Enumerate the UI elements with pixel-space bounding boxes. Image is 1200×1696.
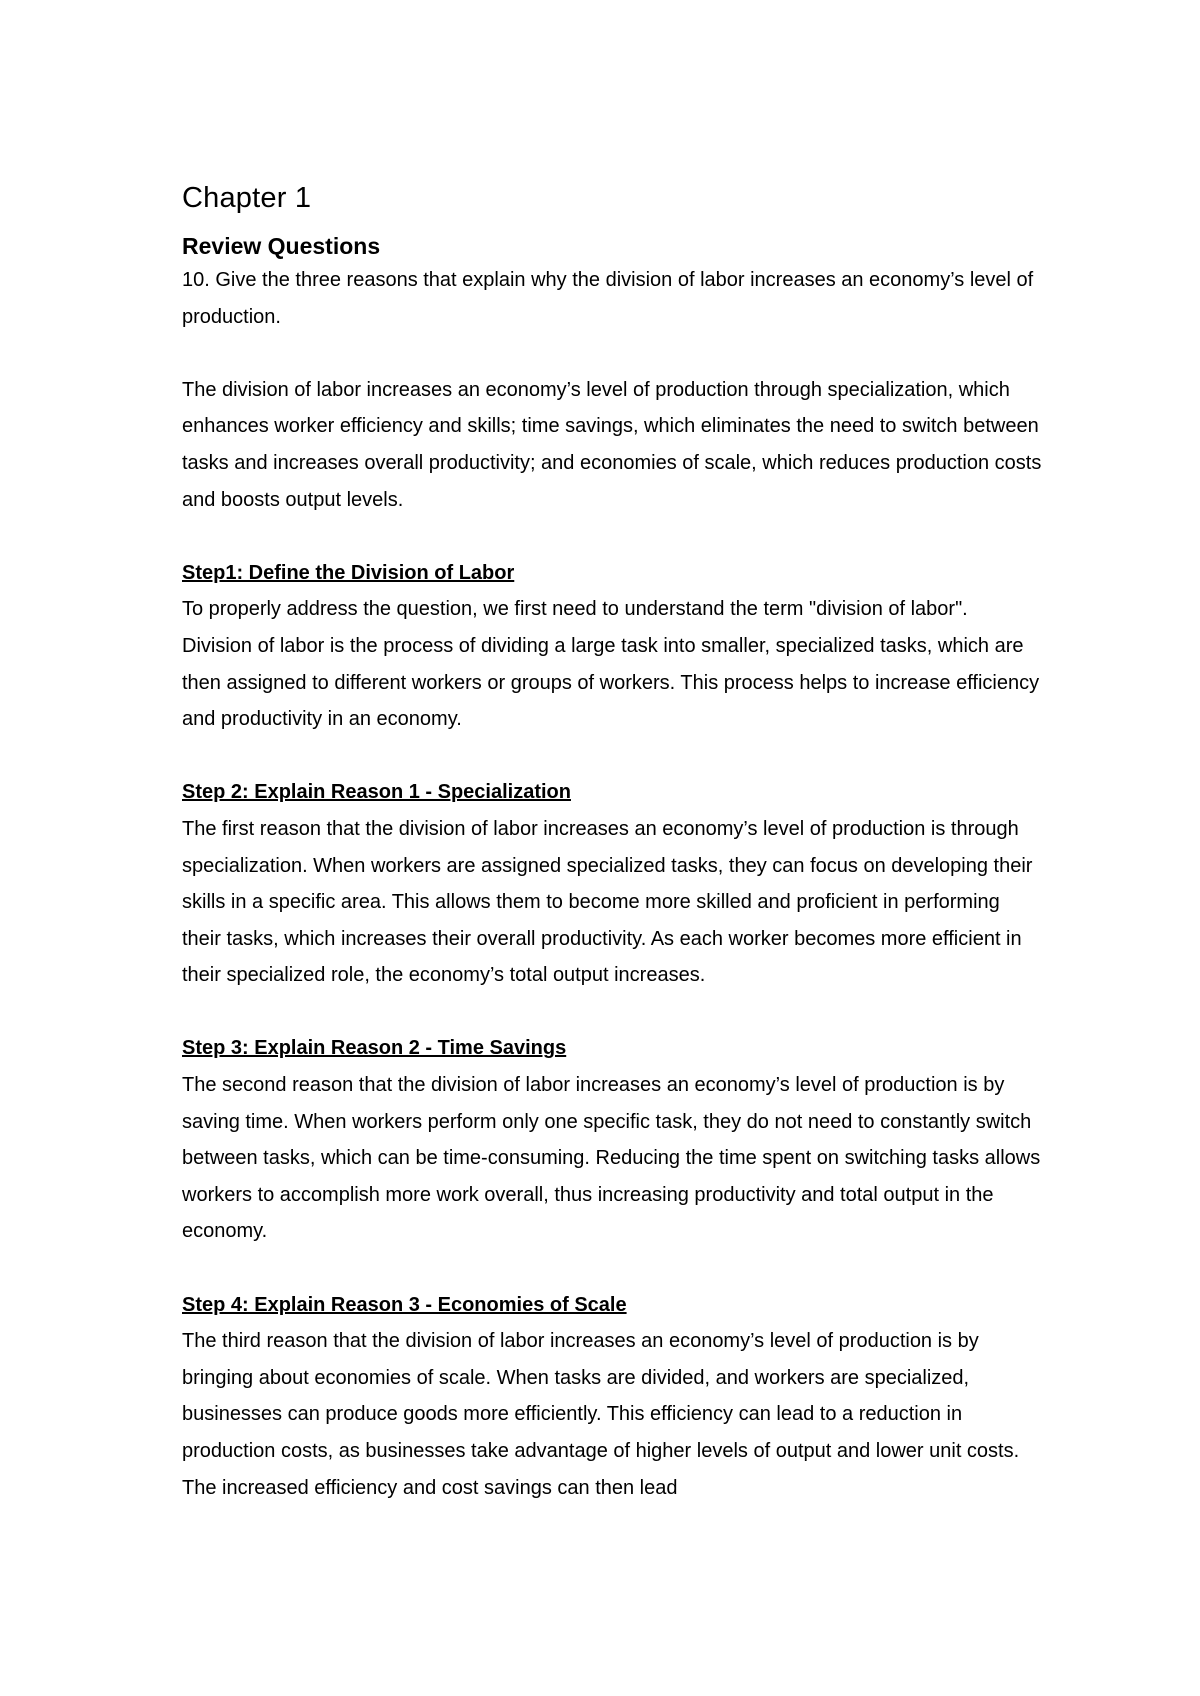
- step-4-body: The third reason that the division of labor increases an economy’s level of production is by bringing about economies of scale. When tasks are divided, and workers are specialized, businesses can produce goods more efficiently. This efficiency can lead to a reduction in production costs, as businesses take advantage of higher levels of output and lower unit costs. The increased efficiency and cost savings can then lead: [182, 1330, 1020, 1499]
- answer-text: The division of labor increases an economy’s level of production through specialization, which enhances worker efficiency and skills; time savings, which eliminates the need to switch between tasks and increases overall productivity; and economies of scale, which reduces production costs and boosts output levels.: [182, 378, 1042, 511]
- document-content: [182, 176, 1042, 1506]
- step-1-body: To properly address the question, we first need to understand the term "division of labor". Division of labor is the process of dividing a large task into smaller, specialized tasks, which are then assigned to different workers or groups of workers. This process helps to increase efficiency and productivity in an economy.: [182, 598, 1040, 731]
- step-2-heading: Step 2: Explain Reason 1 - Specialization: [182, 781, 571, 804]
- section-title: Review Questions: [182, 233, 381, 259]
- step-3-body: The second reason that the division of labor increases an economy’s level of production is by saving time. When workers perform only one specific task, they do not need to constantly switch between tasks, which can be time-consuming. Reducing the time spent on switching tasks allows workers to accomplish more work overall, thus increasing productivity and total output in the economy.: [182, 1074, 1041, 1243]
- paragraph-spacer: [182, 994, 1042, 1031]
- paragraph-spacer: [182, 518, 1042, 555]
- step-2-body: The first reason that the division of labor increases an economy’s level of production is through specialization. When workers are assigned specialized tasks, they can focus on developing their skills in a specific area. This allows them to become more skilled and proficient in performing their tasks, which increases their overall productivity. As each worker becomes more efficient in their specialized role, the economy’s total output increases.: [182, 817, 1033, 987]
- question-text: 10. Give the three reasons that explain why the division of labor increases an economy’s level of production.: [182, 269, 1034, 328]
- paragraph-spacer: [182, 335, 1042, 372]
- step-1-heading: Step1: Define the Division of Labor: [182, 561, 515, 584]
- chapter-title: Chapter 1: [182, 182, 312, 214]
- step-4-heading: Step 4: Explain Reason 3 - Economies of Scale: [182, 1293, 627, 1316]
- paragraph-spacer: [182, 738, 1042, 775]
- paragraph-spacer: [182, 1250, 1042, 1287]
- step-3-heading: Step 3: Explain Reason 2 - Time Savings: [182, 1037, 567, 1060]
